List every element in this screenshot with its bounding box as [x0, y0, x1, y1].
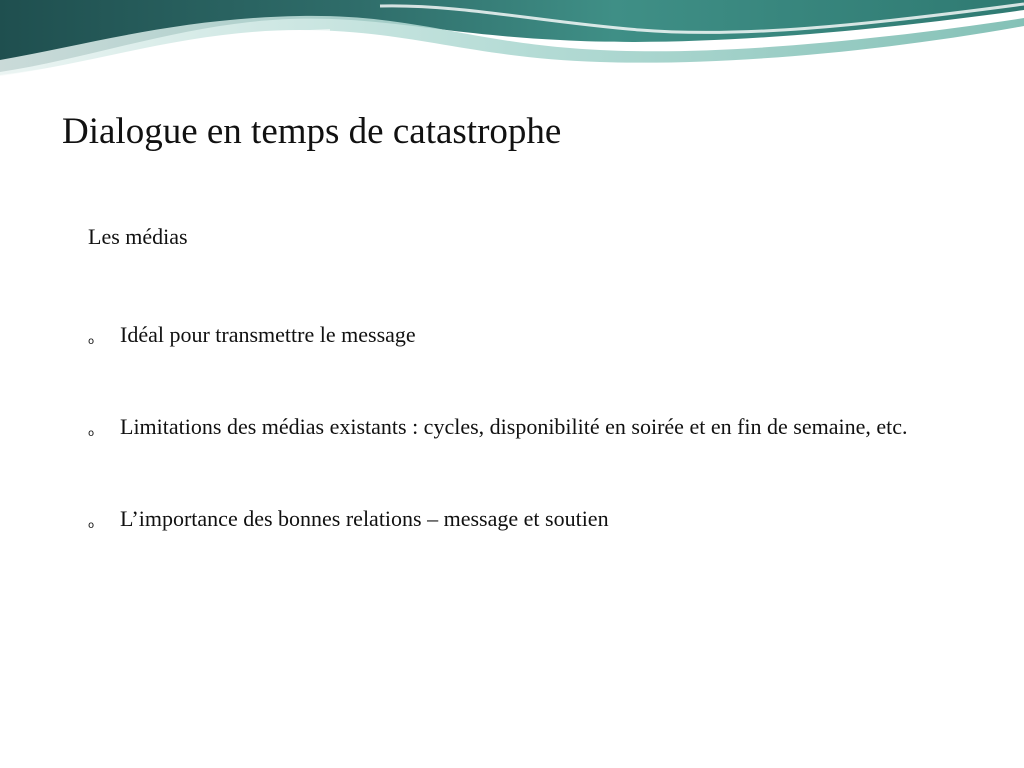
bullet-circle-icon: o	[88, 336, 95, 347]
bullet-circle-icon: o	[88, 520, 95, 531]
list-item	[88, 496, 958, 541]
bullet-text: Idéal pour transmettre le message	[120, 322, 416, 347]
bullet-text: L’importance des bonnes relations – message et soutien	[120, 506, 609, 531]
slide-subtitle: Les médias	[88, 224, 188, 249]
bullet-list	[88, 312, 958, 541]
bullet-circle-icon: o	[88, 428, 95, 439]
header-wave-banner	[0, 0, 1024, 80]
list-item	[88, 312, 958, 357]
list-item	[88, 404, 958, 449]
slide-title: Dialogue en temps de catastrophe	[62, 111, 562, 152]
bullet-text: Limitations des médias existants : cycles, disponibilité en soirée et en fin de semaine, etc.	[120, 414, 908, 439]
